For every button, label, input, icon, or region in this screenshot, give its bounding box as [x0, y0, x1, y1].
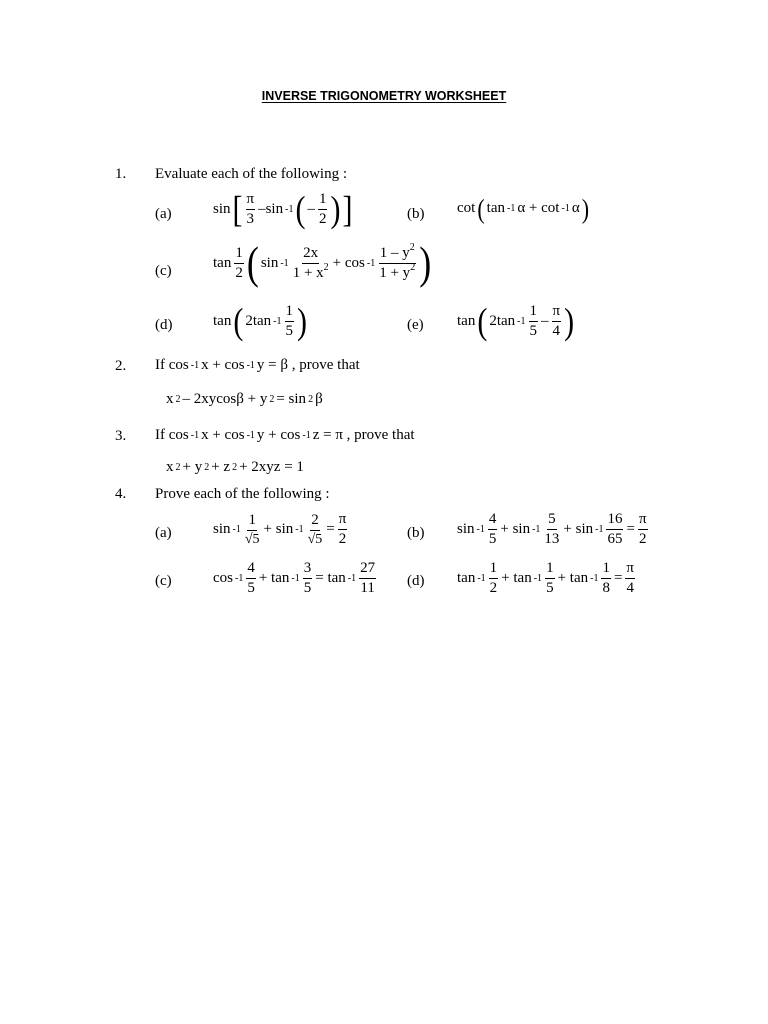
question-3-number: 3. [115, 428, 127, 444]
bracket-close: ] [342, 188, 353, 230]
q1-c-label: (c) [155, 263, 172, 279]
fraction: $\frac{2}{√5}$ [307, 511, 323, 547]
q4-a-expression: sin -1 1 √5 + sin -1 $\frac{2}{√5}$ = $\frac{\pi}{2}$ [213, 511, 347, 547]
fraction: 4 5 [247, 560, 255, 596]
fraction: 4 5 [488, 511, 497, 547]
q4-a-label: (a) [155, 525, 172, 541]
q4-b-label: (b) [407, 525, 425, 541]
question-3-equation: x 2 + y 2 + z 2 + 2xyz = 1 [166, 459, 304, 475]
q4-d-label: (d) [407, 573, 425, 589]
fraction: 1 2 [235, 245, 243, 281]
fraction: 1 5 [529, 303, 537, 339]
fraction: $\frac{16}{65}$ [607, 511, 623, 547]
bracket-open: [ [232, 188, 243, 230]
q1-a-expression: sin [ π 3 –sin -1 ( – 1 2 ) ] [213, 188, 353, 230]
fraction: 1 5 [285, 303, 293, 339]
question-2-equation: x 2 – 2xycosβ + y 2 = sin 2 β [166, 391, 323, 407]
fraction: 1 5 [546, 560, 554, 596]
question-1-number: 1. [115, 166, 127, 182]
q1-d-label: (d) [155, 317, 173, 333]
fraction: 1 2 [318, 191, 327, 227]
fraction: 5 13 [544, 511, 560, 547]
q4-c-expression: cos -1 4 5 + tan -1 $\frac{3}{5}$ = tan -1 27 11 [213, 560, 376, 596]
fraction: $\frac{\pi}{2}$ [638, 511, 647, 547]
paren-open: ( [233, 300, 244, 342]
q4-d-expression: tan -1 1 2 + tan -1 1 5 + tan -1 $\frac{1}{8}$ = $\frac{\pi}{4}$ [457, 560, 634, 596]
question-2-text: If cos -1 x + cos -1 y = β , prove that [155, 357, 360, 373]
fraction: 1 √5 [244, 511, 260, 547]
question-4-number: 4. [115, 486, 127, 502]
paren-close: ) [330, 188, 341, 230]
q1-a-sin: sin [213, 201, 231, 217]
q1-b-label: (b) [407, 206, 425, 222]
paren-close: ) [297, 300, 307, 342]
paren-open: ( [295, 188, 306, 230]
worksheet-title: INVERSE TRIGONOMETRY WORKSHEET [261, 89, 507, 103]
fraction: $1 - y^2$ $1 + y^2$ [379, 242, 416, 281]
paren-open: ( [477, 192, 485, 225]
fraction: $\frac{\pi}{4}$ [626, 560, 634, 596]
paren-close: ) [581, 192, 590, 225]
question-1-text: Evaluate each of the following : [155, 166, 348, 182]
fraction: π 3 [246, 191, 255, 227]
question-3-text: If cos -1 x + cos -1 y + cos -1 z = π , prove that [155, 427, 415, 443]
fraction: π 4 [552, 303, 561, 339]
q1-b-expression: cot ( tan -1 α + cot -1 α ) [457, 192, 590, 225]
fraction: $\frac{\pi}{2}$ [338, 511, 347, 547]
paren-open: ( [477, 300, 488, 342]
q1-e-label: (e) [407, 317, 424, 333]
fraction: $\frac{3}{5}$ [303, 560, 312, 596]
q1-d-expression: tan ( 2tan -1 1 5 ) [213, 300, 307, 342]
paren-close: ) [419, 237, 432, 288]
q1-c-expression: tan 1 2 ( sin -1 2x $1 + x^2$ + cos -1 $1 - y^2$ $1 + y^2$ ) [213, 237, 432, 288]
fraction: $\frac{1}{8}$ [602, 560, 610, 596]
fraction: 1 2 [489, 560, 498, 596]
q1-e-expression: tan ( 2tan -1 1 5 – π 4 ) [457, 300, 575, 342]
q4-c-label: (c) [155, 573, 172, 589]
q4-b-expression: sin -1 4 5 + sin -1 5 13 + sin -1 $\frac{16}{65}$ = $\frac{\pi}{2}$ [457, 511, 647, 547]
fraction: 2x $1 + x^2$ [292, 245, 329, 281]
paren-open: ( [246, 237, 259, 288]
paren-close: ) [564, 300, 575, 342]
q1-a-label: (a) [155, 206, 172, 222]
fraction: 27 11 [360, 560, 376, 596]
question-2-number: 2. [115, 358, 127, 374]
question-4-text: Prove each of the following : [155, 486, 330, 502]
